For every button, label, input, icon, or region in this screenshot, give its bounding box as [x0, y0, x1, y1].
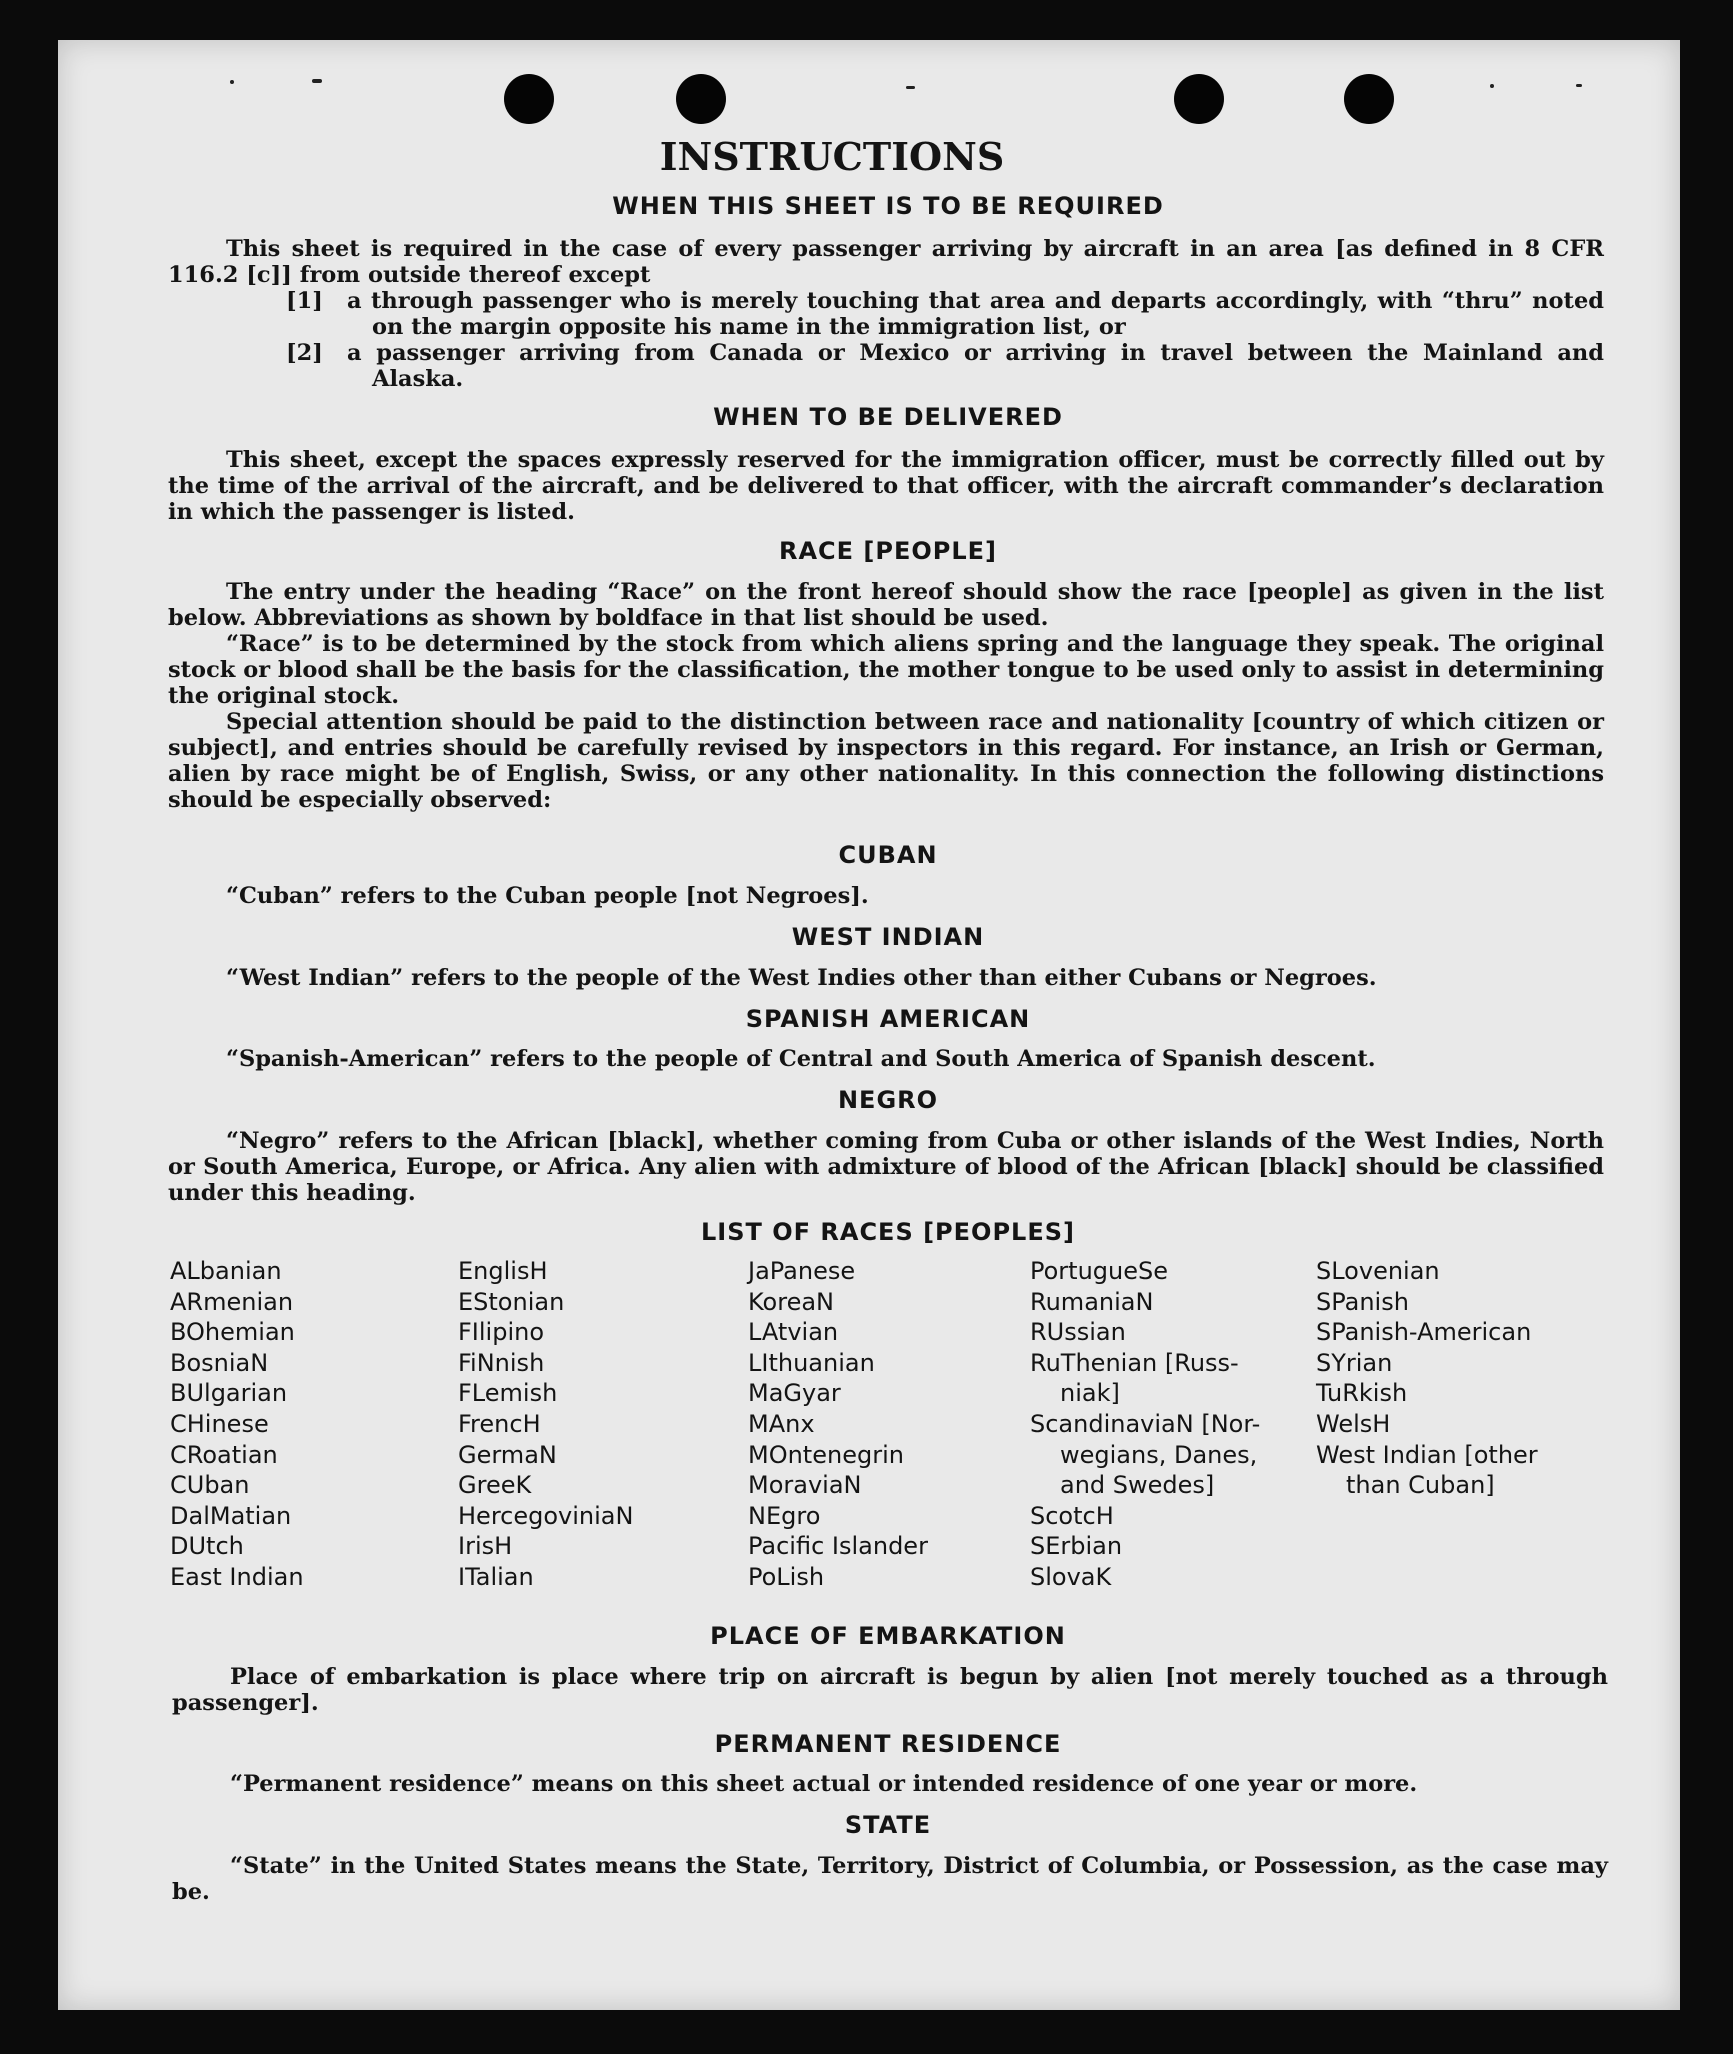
state-text: [172, 1853, 1608, 1905]
race-entry: BosniaN: [170, 1348, 269, 1377]
race-entry: RumaniaN: [1030, 1287, 1154, 1316]
race-entry: SPanish-American: [1316, 1318, 1532, 1347]
race-entry: EStonian: [458, 1287, 565, 1316]
race-text: [168, 579, 1604, 813]
race-entry: niak]: [1060, 1379, 1120, 1408]
race-entry: PoLish: [748, 1562, 825, 1591]
paragraph: “Spanish-American” refers to the people of Central and South America of Spanish descent.: [226, 1046, 1376, 1072]
race-entry: PortugueSe: [1030, 1257, 1168, 1285]
race-entry: MaGyar: [748, 1379, 841, 1408]
race-entry: JaPanese: [748, 1257, 856, 1285]
residence-text: [172, 1771, 1608, 1797]
paragraph: “Negro” refers to the African [black], whether coming from Cuba or other islands of the West Indies, North or South America, Europe, or Africa. Any alien with admixture of blood of the African [black] should be classified under this heading.: [168, 1128, 1604, 1206]
race-entry: ScotcH: [1030, 1501, 1114, 1530]
race-entry: MOntenegrin: [748, 1440, 904, 1469]
race-entry: FLemish: [458, 1379, 558, 1408]
paragraph: “Race” is to be determined by the stock from which aliens spring and the language they speak. The original stock or blood shall be the basis for the classification, the mother tongue to be used only to assist in determining the original stock.: [168, 631, 1604, 709]
section-heading-embarkation: PLACE OF EMBARKATION: [710, 1622, 1066, 1650]
race-entry: BOhemian: [170, 1318, 295, 1347]
dust-speck: [1490, 84, 1494, 88]
item-number: [2]: [286, 340, 323, 366]
paragraph: This sheet, except the spaces expressly reserved for the immigration officer, must be correctly filled out by the time of the arrival of the aircraft, and be delivered to that officer, with the aircraft commander’s declaration in which the passenger is listed.: [168, 447, 1604, 525]
race-entry: FIlipino: [458, 1318, 545, 1347]
race-entry: Pacific Islander: [748, 1532, 928, 1561]
race-entry: RuThenian [Russ-: [1030, 1348, 1239, 1377]
race-entry: GreeK: [458, 1471, 532, 1500]
race-entry: IrisH: [458, 1532, 513, 1561]
required-item-1: [286, 288, 1604, 340]
section-heading-cuban: CUBAN: [838, 841, 938, 869]
race-entry: FrencH: [458, 1409, 541, 1438]
race-entry: MAnx: [748, 1409, 815, 1438]
section-heading-required: WHEN THIS SHEET IS TO BE REQUIRED: [612, 192, 1164, 220]
dust-speck: [312, 79, 322, 83]
binder-hole: [504, 74, 554, 124]
races-column-3: [748, 1256, 928, 1593]
race-entry: SErbian: [1030, 1532, 1123, 1561]
dust-speck: [906, 86, 915, 89]
spanish-american-text: [168, 1046, 1604, 1072]
race-entry: HercegoviniaN: [458, 1501, 634, 1530]
race-entry: SlovaK: [1030, 1562, 1112, 1591]
paragraph: Place of embarkation is place where trip on aircraft is begun by alien [not merely touched as a through passenger].: [172, 1664, 1608, 1716]
section-heading-negro: NEGRO: [837, 1086, 939, 1114]
race-entry: SLovenian: [1316, 1257, 1440, 1285]
binder-hole: [1174, 74, 1224, 124]
binder-hole: [1344, 74, 1394, 124]
race-entry: KoreaN: [748, 1287, 834, 1316]
race-entry: West Indian [other: [1316, 1440, 1538, 1469]
cuban-text: [168, 883, 1604, 909]
section-heading-list-of-races: LIST OF RACES [PEOPLES]: [701, 1218, 1075, 1246]
race-entry: RUssian: [1030, 1318, 1126, 1347]
paragraph: “Cuban” refers to the Cuban people [not Negroes].: [226, 883, 869, 909]
race-entry: than Cuban]: [1346, 1471, 1495, 1500]
race-entry: LIthuanian: [748, 1348, 875, 1377]
race-entry: SPanish: [1316, 1287, 1409, 1316]
dust-speck: [1576, 84, 1582, 87]
race-entry: East Indian: [170, 1562, 304, 1591]
race-entry: DalMatian: [170, 1501, 292, 1530]
negro-text: [168, 1128, 1604, 1206]
race-entry: BUlgarian: [170, 1379, 288, 1408]
section-heading-state: STATE: [844, 1811, 932, 1839]
race-entry: SYrian: [1316, 1348, 1393, 1377]
item-text: a through passenger who is merely touching that area and departs accordingly, with “thru” noted on the margin opposite his name in the immigration list, or: [346, 288, 1604, 340]
west-indian-text: [168, 965, 1604, 991]
paragraph: This sheet is required in the case of every passenger arriving by aircraft in an area [as defined in 8 CFR 116.2 [c]] from outside thereof except: [168, 236, 1604, 288]
race-entry: CHinese: [170, 1409, 269, 1438]
paragraph: The entry under the heading “Race” on the front hereof should show the race [people] as given in the list below. Abbreviations as shown by boldface in that list should be used.: [168, 579, 1604, 631]
race-entry: WelsH: [1316, 1409, 1391, 1438]
section-heading-west-indian: WEST INDIAN: [791, 923, 985, 951]
binder-hole: [676, 74, 726, 124]
race-entry: EnglisH: [458, 1257, 548, 1285]
embarkation-text: [172, 1664, 1608, 1716]
race-entry: ARmenian: [170, 1287, 294, 1316]
item-text: a passenger arriving from Canada or Mexico or arriving in travel between the Mainland and Alaska.: [346, 340, 1604, 392]
dust-speck: [230, 80, 234, 84]
race-entry: NEgro: [748, 1501, 821, 1530]
race-entry: LAtvian: [748, 1318, 839, 1347]
races-column-1: [170, 1256, 304, 1593]
paragraph: Special attention should be paid to the distinction between race and nationality [country of which citizen or subject], and entries should be carefully revised by inspectors in this regard. For instance, an Irish or German, alien by race might be of English, Swiss, or any other nationality. In this connection the following distinctions should be especially observed:: [168, 709, 1604, 813]
section-heading-spanish-american: SPANISH AMERICAN: [745, 1005, 1031, 1033]
race-entry: and Swedes]: [1060, 1471, 1215, 1500]
race-entry: ITalian: [458, 1562, 534, 1591]
race-entry: ScandinaviaN [Nor-: [1030, 1409, 1261, 1438]
delivered-text: [168, 447, 1604, 525]
races-column-4: [1030, 1256, 1260, 1593]
section-heading-race: RACE [PEOPLE]: [778, 537, 998, 565]
race-entry: CRoatian: [170, 1440, 278, 1469]
race-entry: wegians, Danes,: [1060, 1440, 1258, 1469]
race-entry: ALbanian: [170, 1257, 282, 1285]
race-entry: TuRkish: [1316, 1379, 1408, 1408]
race-entry: MoraviaN: [748, 1471, 862, 1500]
required-intro: [168, 236, 1604, 288]
section-heading-delivered: WHEN TO BE DELIVERED: [713, 403, 1063, 431]
required-item-2: [286, 340, 1604, 392]
races-column-2: [458, 1256, 633, 1593]
race-entry: GermaN: [458, 1440, 557, 1469]
paragraph: “State” in the United States means the State, Territory, District of Columbia, or Possession, as the case may be.: [172, 1853, 1608, 1905]
paragraph: “West Indian” refers to the people of the West Indies other than either Cubans or Negroes.: [226, 965, 1377, 991]
item-number: [1]: [286, 288, 323, 314]
race-entry: FiNnish: [458, 1348, 545, 1377]
section-heading-residence: PERMANENT RESIDENCE: [714, 1730, 1062, 1758]
race-entry: DUtch: [170, 1532, 244, 1561]
races-column-5: [1316, 1256, 1538, 1501]
race-entry: CUban: [170, 1471, 250, 1500]
page-title: INSTRUCTIONS: [659, 134, 1005, 179]
paragraph: “Permanent residence” means on this sheet actual or intended residence of one year or more.: [230, 1771, 1418, 1797]
